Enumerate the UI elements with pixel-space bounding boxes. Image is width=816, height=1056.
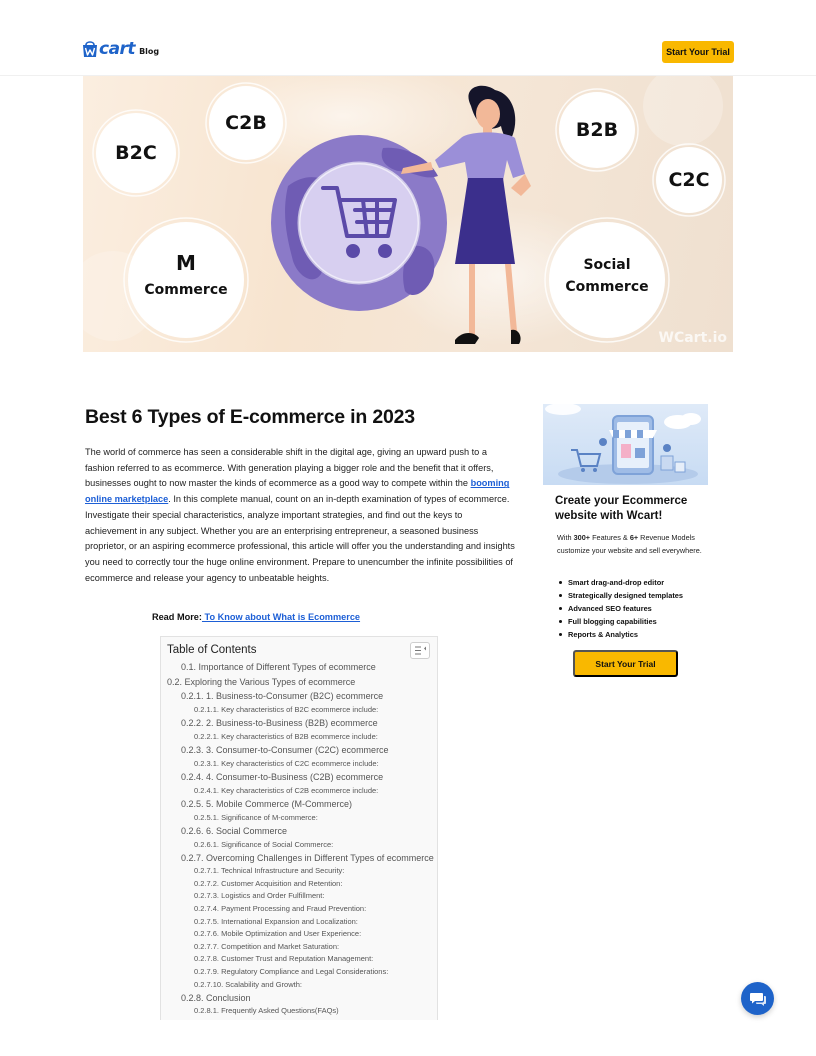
bubble-label-m-commerce: Commerce xyxy=(144,282,228,298)
toc-item[interactable]: 0.2.1.1. Key characteristics of B2C ecommerce include: xyxy=(194,705,379,714)
toc-item[interactable]: 0.2.3.1. Key characteristics of C2C ecommerce include: xyxy=(194,759,379,768)
feature-item: Smart drag-and-drop editor xyxy=(557,576,707,589)
chat-button[interactable] xyxy=(741,982,774,1015)
toc-item[interactable]: 0.2.7.8. Customer Trust and Reputation Management: xyxy=(194,954,374,963)
toc-item[interactable]: 0.2.7.10. Scalability and Growth: xyxy=(194,980,302,989)
shopping-bag-icon xyxy=(82,40,98,58)
article-intro xyxy=(85,445,515,586)
toc-item[interactable]: 0.2.7.4. Payment Processing and Fraud Prevention: xyxy=(194,904,367,913)
bubble-label-c2c: C2C xyxy=(668,169,710,191)
read-more xyxy=(85,612,427,622)
toc-item[interactable]: 0.2.7.6. Mobile Optimization and User Experience: xyxy=(194,929,362,938)
toc-item[interactable]: 0.2.7.7. Competition and Market Saturation: xyxy=(194,942,340,951)
sidebar-desc-revenue-count: 6+ xyxy=(629,533,639,542)
feature-item: Full blogging capabilities xyxy=(557,615,707,628)
read-more-link[interactable]: To Know about What is Ecommerce xyxy=(201,612,361,622)
logo-blog-label: Blog xyxy=(139,47,160,56)
article-text-2: . In this complete manual, count on an in-depth examination of types of ecommerce. Investigate their special characteristics, analyze important strategies, and find out the keys to achievement in any subject. Whether you are an enterprising entrepreneur, a seasoned business proprietor, or an aspiring ecommerce professional, this article will offer you the understanding and insights you need to correctly tour the huge online environment. Prepare to unencumber the infinite possibilities of ecommerce and release your agency to unbeatable heights. xyxy=(85,494,515,583)
toc-item[interactable]: 0.2.7.9. Regulatory Compliance and Legal Considerations: xyxy=(194,967,389,976)
start-trial-button[interactable]: Start Your Trial xyxy=(662,41,734,63)
site-header xyxy=(0,0,816,76)
sidebar-description xyxy=(557,532,702,557)
toc-item[interactable]: 0.2.5.1. Significance of M-commerce: xyxy=(194,813,318,822)
chat-icon xyxy=(741,982,774,1015)
toc-item[interactable]: 0.2.8. Conclusion xyxy=(181,993,251,1003)
phone-store-illustration xyxy=(543,404,708,485)
article-text-1: The world of commerce has seen a considerable shift in the digital age, giving an upward push to a fashion referred to as ecommerce. With generation playing a bigger role and the benefit that it offers, businesses ought to now master the kinds of ecommerce as a good way to compete within the xyxy=(85,447,494,489)
toc-item[interactable]: 0.2.6. 6. Social Commerce xyxy=(181,826,288,836)
feature-item: Reports & Analytics xyxy=(557,628,707,641)
toc-item[interactable]: 0.2.7.1. Technical Infrastructure and Security: xyxy=(194,866,345,875)
toc-item[interactable]: 0.2.3. 3. Consumer-to-Consumer (C2C) ecommerce xyxy=(181,745,389,755)
toc-item[interactable]: 0.2.2. 2. Business-to-Business (B2B) ecommerce xyxy=(181,718,378,728)
sidebar-title: Create your Ecommerce website with Wcart! xyxy=(555,495,688,522)
sidebar-desc-text: Revenue Models customize your website and sell everywhere. xyxy=(557,533,702,555)
toc-item[interactable]: 0.1. Importance of Different Types of ecommerce xyxy=(181,662,376,672)
toc-toggle-button[interactable] xyxy=(410,642,430,659)
toc-item[interactable]: 0.2.7. Overcoming Challenges in Different Types of ecommerce xyxy=(181,853,434,863)
sidebar-desc-text: Features & xyxy=(590,533,630,542)
bubble-label-m: M xyxy=(176,251,196,275)
sidebar-desc-features-count: 300+ xyxy=(573,533,591,542)
list-toggle-icon xyxy=(411,643,429,658)
sidebar-desc-text: With xyxy=(557,533,574,542)
feature-item: Strategically designed templates xyxy=(557,589,707,602)
feature-item: Advanced SEO features xyxy=(557,602,707,615)
toc-item[interactable]: 0.2.7.2. Customer Acquisition and Retention: xyxy=(194,879,343,888)
toc-item[interactable]: 0.2.7.5. International Expansion and Localization: xyxy=(194,917,358,926)
toc-item[interactable]: 0.2.5. 5. Mobile Commerce (M-Commerce) xyxy=(181,799,353,809)
article-title: Best 6 Types of E-commerce in 2023 xyxy=(85,406,415,428)
bubble-label-social-commerce: Commerce xyxy=(565,279,649,295)
sidebar-promo-image xyxy=(543,404,708,485)
toc-item[interactable]: 0.2.4.1. Key characteristics of C2B ecommerce include: xyxy=(194,786,379,795)
toc-item[interactable]: 0.2.1. 1. Business-to-Consumer (B2C) ecommerce xyxy=(181,691,384,701)
toc-item[interactable]: 0.2.6.1. Significance of Social Commerce: xyxy=(194,840,334,849)
toc-title: Table of Contents xyxy=(167,644,257,656)
bubble-label-social: Social xyxy=(583,257,631,273)
site-logo[interactable] xyxy=(82,40,159,58)
bubble-label-b2b: B2B xyxy=(575,119,619,141)
logo-wordmark: cart xyxy=(99,39,136,59)
sidebar-start-trial-button[interactable]: Start Your Trial xyxy=(573,650,678,677)
sidebar-feature-list xyxy=(557,576,707,641)
toc-item[interactable]: 0.2.7.3. Logistics and Order Fulfillment: xyxy=(194,891,325,900)
table-of-contents xyxy=(160,636,438,1020)
toc-item[interactable]: 0.2.2.1. Key characteristics of B2B ecommerce include: xyxy=(194,732,378,741)
toc-item[interactable]: 0.2.8.1. Frequently Asked Questions(FAQs) xyxy=(194,1006,339,1015)
toc-item[interactable]: 0.2.4. 4. Consumer-to-Business (C2B) ecommerce xyxy=(181,772,384,782)
hero-watermark: WCart.io xyxy=(658,330,727,346)
toc-item[interactable]: 0.2. Exploring the Various Types of ecommerce xyxy=(167,677,356,687)
booming-marketplace-link[interactable]: booming online marketplace xyxy=(85,478,510,505)
bubble-label-c2b: C2B xyxy=(225,112,267,134)
read-more-label: Read More: xyxy=(151,612,202,622)
hero-banner xyxy=(83,76,733,352)
bubble-label-b2c: B2C xyxy=(115,142,157,164)
hero-illustration xyxy=(83,76,733,352)
bubble-m-commerce xyxy=(124,218,248,342)
